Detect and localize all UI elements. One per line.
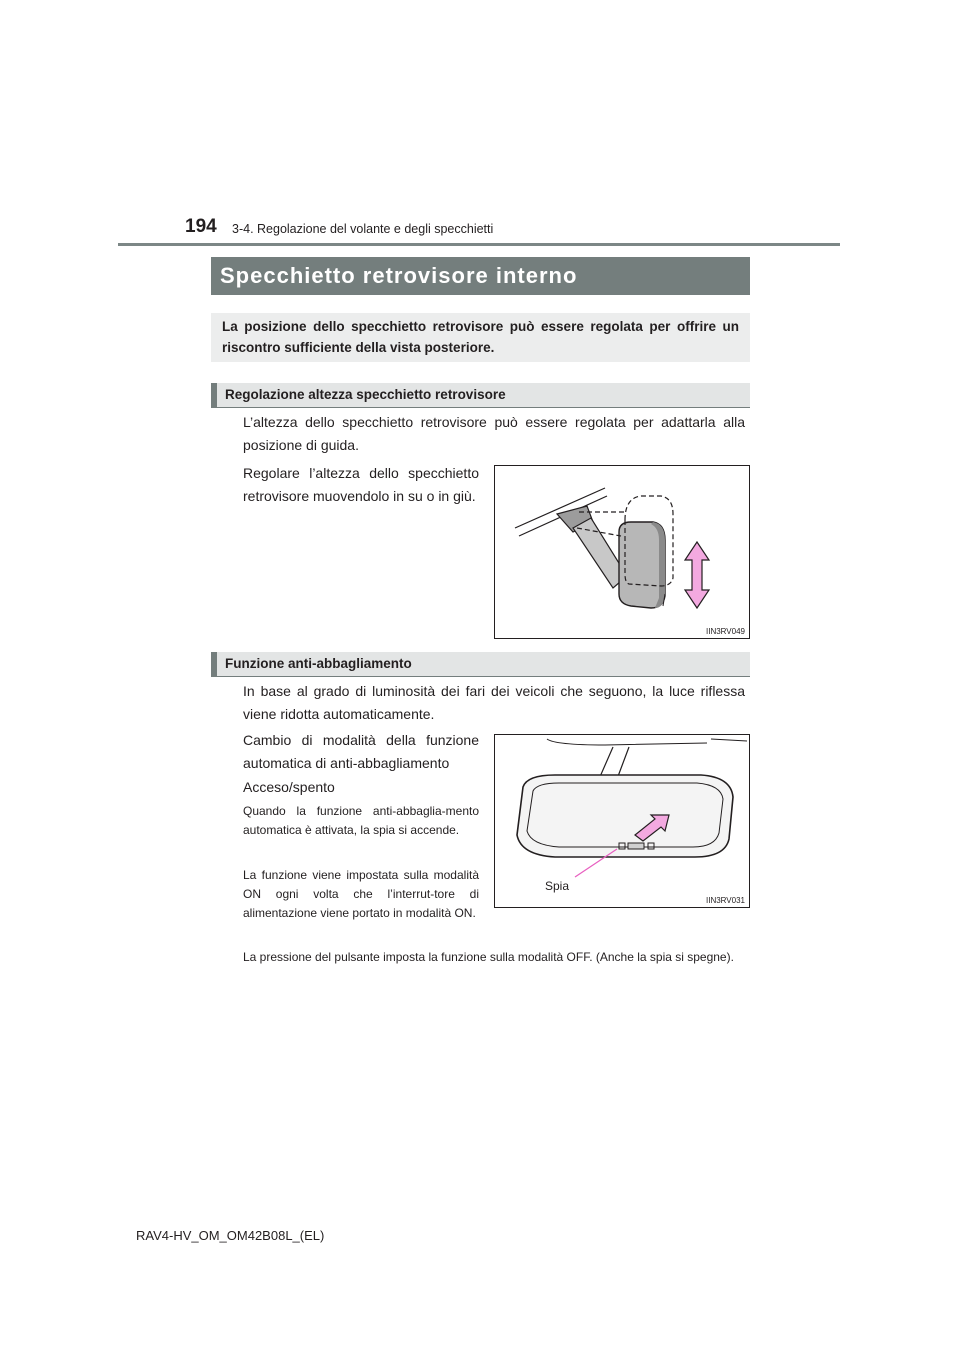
note-off: La pressione del pulsante imposta la funzione sulla modalità OFF. (Anche la spia si spegne). bbox=[243, 950, 734, 964]
mirror-height-figure bbox=[494, 465, 750, 639]
anti-glare-mirror-figure bbox=[494, 734, 750, 908]
page-number: 194 bbox=[185, 216, 217, 237]
anti-glare-heading: Funzione anti-abbagliamento bbox=[211, 652, 750, 676]
mirror-height-illustration bbox=[495, 466, 749, 638]
manual-code: RAV4-HV_OM_OM42B08L_(EL) bbox=[136, 1228, 325, 1243]
on-off-text: Acceso/spento bbox=[243, 779, 335, 795]
heading-rule bbox=[211, 407, 750, 408]
height-adjust-heading: Regolazione altezza specchietto retrovisore bbox=[211, 383, 750, 407]
mode-change-text: Cambio di modalità della funzione automatica di anti-abbagliamento bbox=[243, 732, 479, 771]
intro-box: La posizione dello specchietto retrovisore può essere regolata per offrire un riscontro sufficiente della vista posteriore. bbox=[211, 313, 750, 362]
height-adjust-instruction: Regolare l’altezza dello specchietto retrovisore muovendolo in su o in giù. bbox=[243, 465, 479, 504]
anti-glare-paragraph: In base al grado di luminosità dei fari dei veicoli che seguono, la luce riflessa viene ridotta automaticamente. bbox=[243, 683, 745, 722]
height-adjust-paragraph: L’altezza dello specchietto retrovisore può essere regolata per adattarla alla posizione di guida. bbox=[243, 414, 745, 453]
note-default: La funzione viene impostata sulla modalità ON ogni volta che l’interrut-tore di alimentazione viene portato in modalità ON. bbox=[243, 868, 479, 920]
indicator-label: Spia bbox=[545, 879, 570, 893]
anti-glare-mirror-illustration bbox=[495, 735, 749, 907]
chapter-title: 3-4. Regolazione del volante e degli specchietti bbox=[232, 222, 494, 236]
figure-code: IIN3RV031 bbox=[706, 896, 745, 905]
section-title: Specchietto retrovisore interno bbox=[211, 257, 750, 295]
figure-code: IIN3RV049 bbox=[706, 627, 745, 636]
header-rule bbox=[118, 243, 840, 246]
heading-rule bbox=[211, 676, 750, 677]
note-on: Quando la funzione anti-abbaglia-mento automatica è attivata, la spia si accende. bbox=[243, 804, 479, 837]
